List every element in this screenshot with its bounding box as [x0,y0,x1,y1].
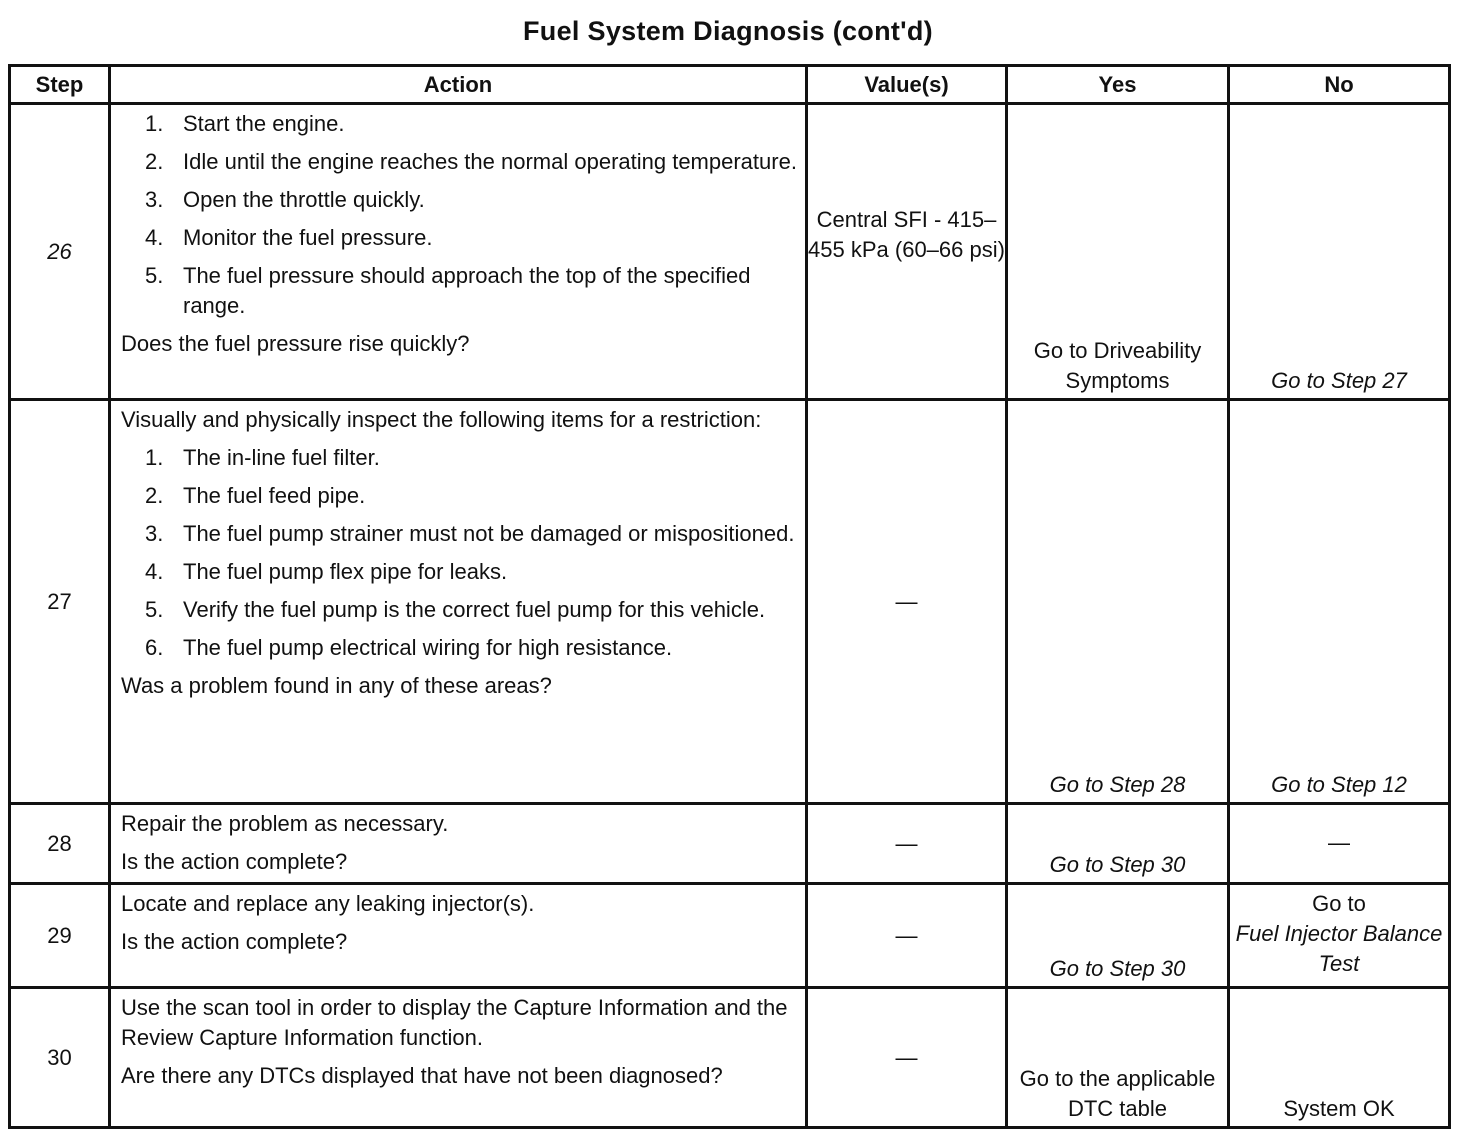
action-cell [110,884,807,988]
step-number: 26 [10,104,110,400]
table-row [10,400,1450,804]
action-intro: Visually and physically inspect the following items for a restriction: [121,407,762,432]
action-question: Is the action complete? [121,849,348,874]
yes-cell: Go to the applicable DTC table [1007,988,1229,1128]
list-item: 1. Start the engine. [145,111,345,136]
list-item: 3. The fuel pump strainer must not be damaged or mispositioned. [145,521,795,546]
action-question: Was a problem found in any of these areas? [121,673,552,698]
value-cell: — [807,804,1007,884]
header-yes: Yes [1007,66,1229,104]
no-cell: — [1229,804,1450,884]
header-values: Value(s) [807,66,1007,104]
action-intro: Use the scan tool in order to display the Capture Information and the Review Capture Information function. [121,995,788,1050]
diagnosis-table [8,64,1451,1129]
list-item: 2. Idle until the engine reaches the normal operating temperature. [145,149,797,174]
list-item: 4. The fuel pump flex pipe for leaks. [145,559,508,584]
step-number: 28 [10,804,110,884]
yes-cell: Go to Step 28 [1007,400,1229,804]
table-header-row [10,66,1450,104]
table-row [10,104,1450,400]
fuel-injector-balance-test-link: Fuel Injector Balance Test [1235,921,1443,976]
list-item: 6. The fuel pump electrical wiring for high resistance. [145,635,673,660]
action-cell [110,804,807,884]
value-cell: — [807,884,1007,988]
action-question: Are there any DTCs displayed that have not been diagnosed? [121,1063,723,1088]
step-number: 27 [10,400,110,804]
no-cell: System OK [1229,988,1450,1128]
table-row [10,884,1450,988]
step-number: 30 [10,988,110,1128]
list-item: 4. Monitor the fuel pressure. [145,225,433,250]
list-item: 3. Open the throttle quickly. [145,187,425,212]
no-cell: Go to Step 12 [1229,400,1450,804]
table-row [10,988,1450,1128]
header-action: Action [110,66,807,104]
no-cell [1229,884,1450,988]
yes-cell: Go to Step 30 [1007,804,1229,884]
action-list [121,443,797,663]
value-cell: Central SFI - 415–455 kPa (60–66 psi) [807,104,1007,400]
value-cell: — [807,400,1007,804]
action-cell [110,400,807,804]
list-item: 1. The in-line fuel filter. [145,445,380,470]
step-number: 29 [10,884,110,988]
action-question: Does the fuel pressure rise quickly? [121,331,470,356]
page-title: Fuel System Diagnosis (cont'd) [523,16,933,46]
table-row [10,804,1450,884]
action-intro: Repair the problem as necessary. [121,811,449,836]
list-item: 2. The fuel feed pipe. [145,483,366,508]
yes-cell: Go to Driveability Symptoms [1007,104,1229,400]
no-cell: Go to Step 27 [1229,104,1450,400]
list-item: 5. Verify the fuel pump is the correct fuel pump for this vehicle. [145,597,766,622]
no-prefix: Go to [1312,891,1366,916]
action-intro: Locate and replace any leaking injector(s). [121,891,535,916]
value-cell: — [807,988,1007,1128]
action-cell [110,988,807,1128]
action-list [121,109,797,321]
list-item: 5. The fuel pressure should approach the top of the specified range. [145,263,751,318]
header-step: Step [10,66,110,104]
header-no: No [1229,66,1450,104]
action-cell [110,104,807,400]
action-question: Is the action complete? [121,929,348,954]
yes-cell: Go to Step 30 [1007,884,1229,988]
